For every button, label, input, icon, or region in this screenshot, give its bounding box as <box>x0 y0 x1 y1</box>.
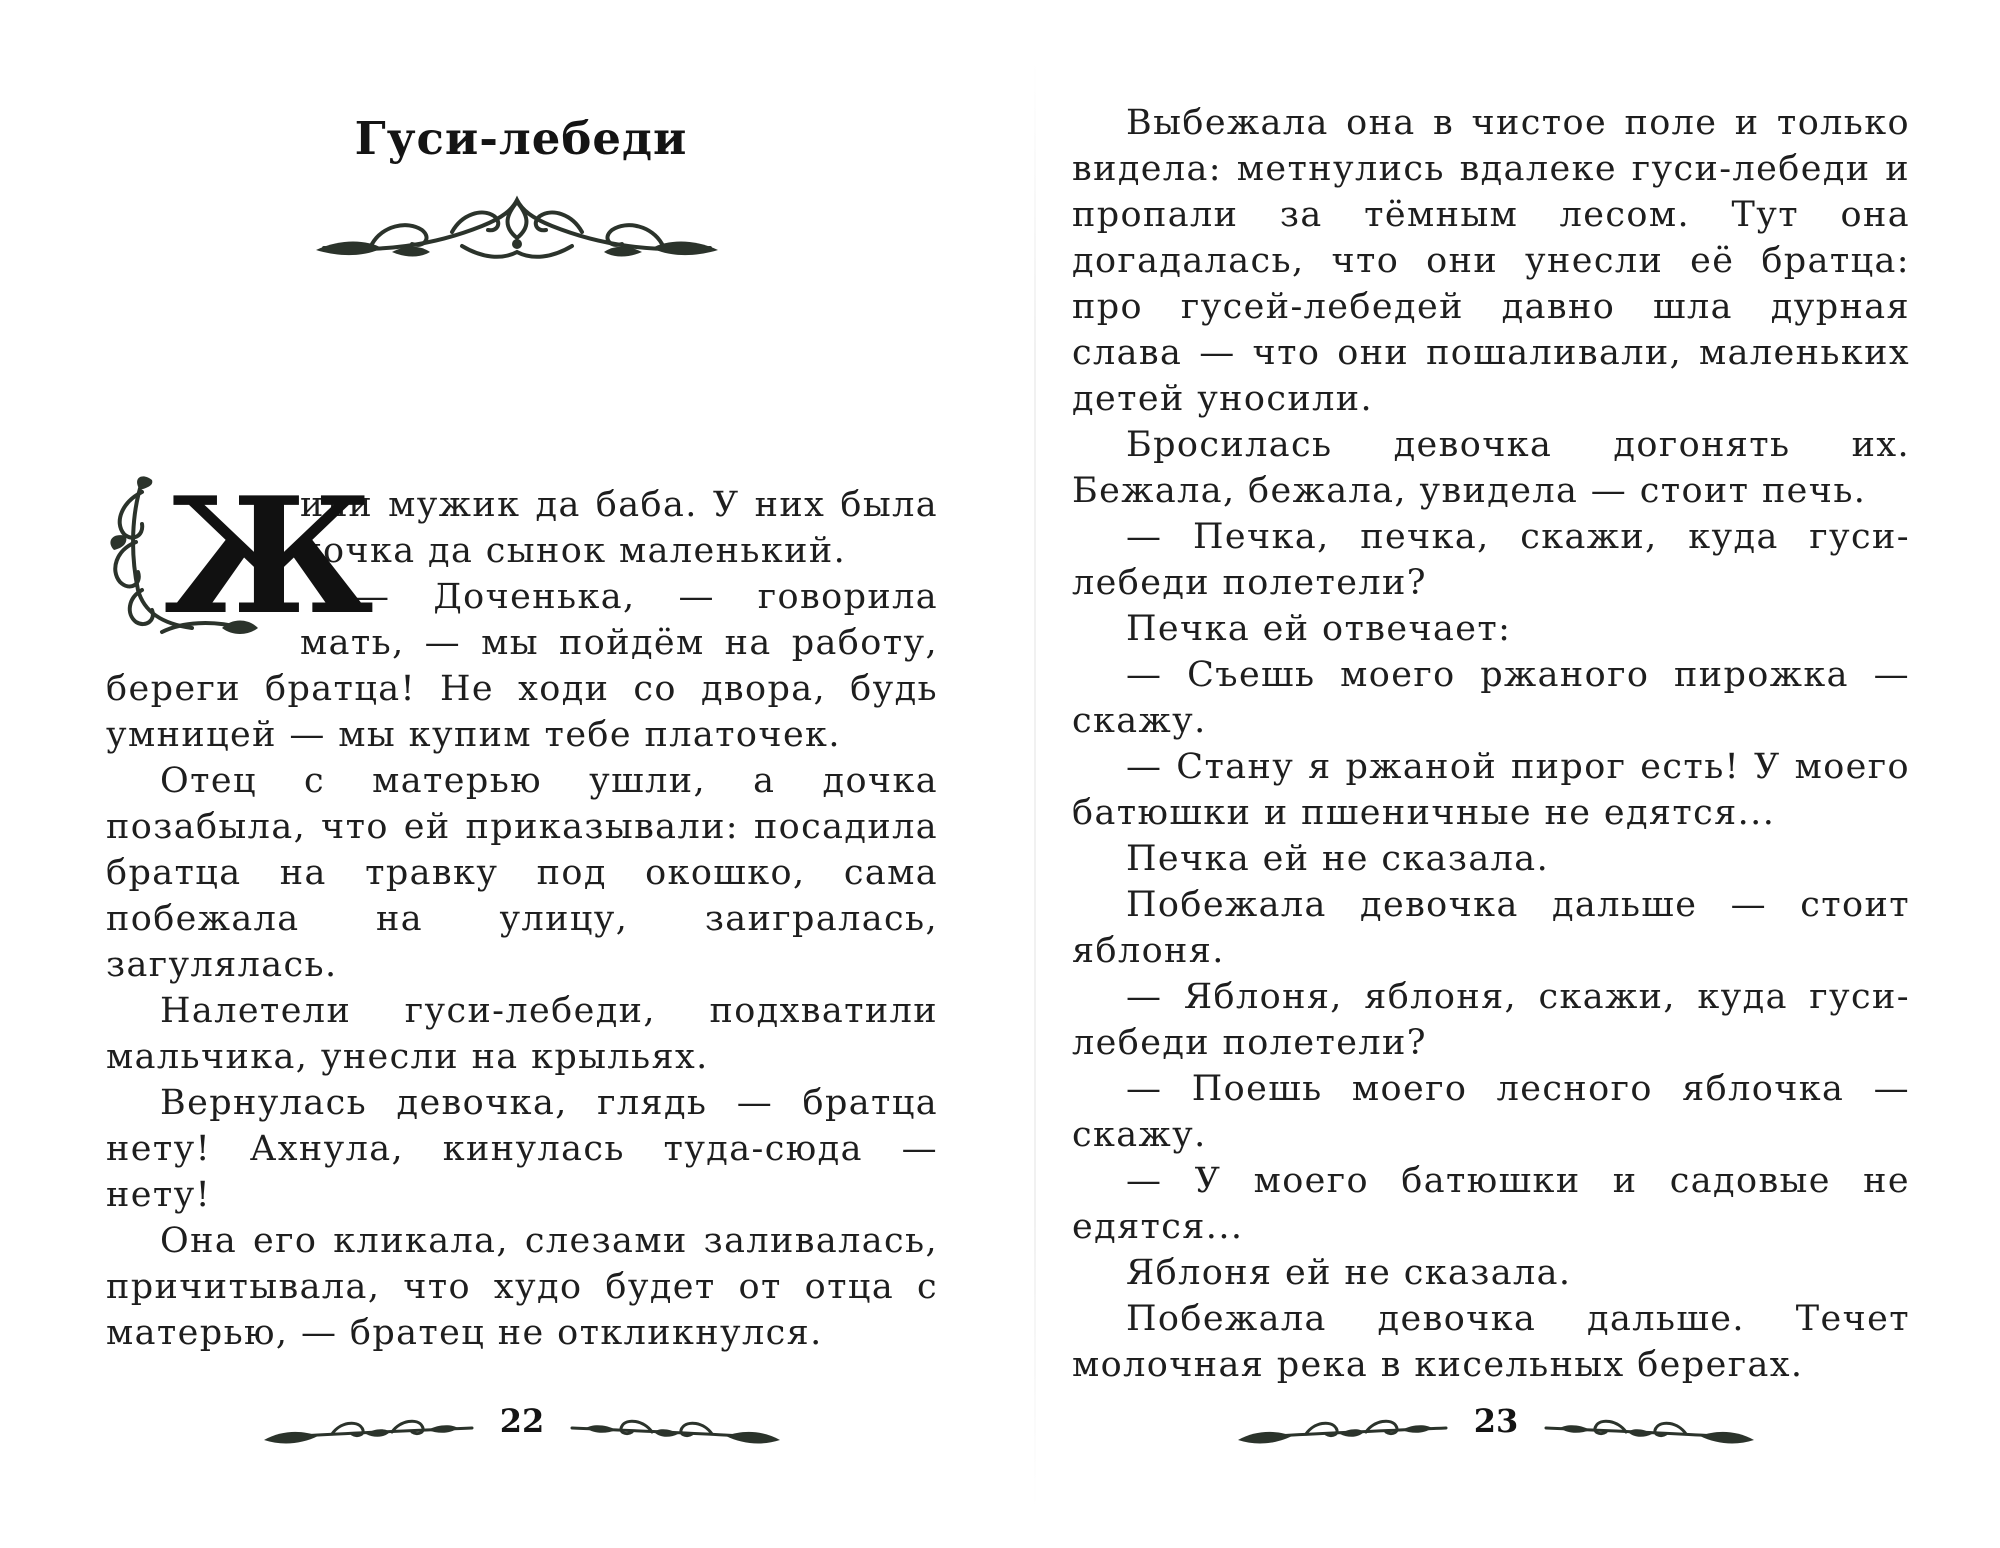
right-paragraph: — Печка, печка, скажи, куда гуси-лебеди полетели? <box>1072 517 1910 603</box>
page-number-right: 23 <box>1473 1402 1519 1440</box>
story-title: Гуси-лебеди <box>354 112 688 166</box>
right-page <box>1000 0 2000 1548</box>
right-paragraph: Выбежала она в чистое поле и только видела: метнулись вдалеке гуси-лебеди и пропали за тёмным лесом. Тут она догадалась, что они унесли её братца: про гусей-лебедей давно шла дурная слава — что они пошаливали, маленьких детей уносили. <box>1072 103 1910 419</box>
left-paragraph: — Доченька, — говорила мать, — мы пойдём на работу, береги братца! Не ходи со двора, будь умницей — мы купим тебе платочек. <box>106 577 938 755</box>
right-paragraph: Побежала девочка дальше. Течет молочная река в кисельных берегах. <box>1072 1299 1910 1385</box>
footer-ornament-left-icon <box>262 1412 482 1448</box>
dropcap <box>102 462 376 650</box>
left-paragraph: Вернулась девочка, глядь — братца нету! Ахнула, кинулась туда-сюда — нету! <box>106 1083 938 1215</box>
right-page-text <box>1072 100 1910 1388</box>
page-number-left: 22 <box>499 1402 545 1440</box>
right-paragraph: — У моего батюшки и садовые не едятся... <box>1072 1161 1910 1247</box>
left-paragraph: Налетели гуси-лебеди, подхватили мальчика, унесли на крыльях. <box>106 991 938 1077</box>
right-paragraph: — Яблоня, яблоня, скажи, куда гуси-лебеди полетели? <box>1072 977 1910 1063</box>
right-paragraph: Яблоня ей не сказала. <box>1126 1253 1572 1293</box>
left-paragraph: Отец с матерью ушли, а дочка позабыла, что ей приказывали: посадила братца на травку под окошко, сама побежала на улицу, заигралась, загулялась. <box>106 761 938 985</box>
left-page-text <box>106 462 938 1356</box>
footer-ornament-right-icon <box>1536 1412 1756 1448</box>
right-paragraph: Бросилась девочка догонять их. Бежала, бежала, увидела — стоит печь. <box>1072 425 1910 511</box>
right-paragraph: — Стану я ржаной пирог есть! У моего батюшки и пшеничные не едятся... <box>1072 747 1910 833</box>
footer-ornament-right-icon <box>562 1412 782 1448</box>
left-page-footer <box>262 1400 782 1460</box>
title-ornament-icon <box>312 186 722 276</box>
left-paragraph: или мужик да баба. У них была дочка да сынок маленький. <box>300 485 938 571</box>
left-paragraph: Она его кликала, слезами заливалась, причитывала, что худо будет от отца с матерью, — братец не откликнулся. <box>106 1221 938 1353</box>
right-page-footer <box>1236 1400 1756 1460</box>
dropcap-letter: Ж <box>164 462 376 650</box>
right-paragraph: Побежала девочка дальше — стоит яблоня. <box>1072 885 1910 971</box>
right-paragraph: — Съешь моего ржаного пирожка — скажу. <box>1072 655 1910 741</box>
right-paragraph: Печка ей не сказала. <box>1126 839 1550 879</box>
right-paragraph: Печка ей отвечает: <box>1126 609 1512 649</box>
footer-ornament-left-icon <box>1236 1412 1456 1448</box>
right-paragraph: — Поешь моего лесного яблочка — скажу. <box>1072 1069 1910 1155</box>
